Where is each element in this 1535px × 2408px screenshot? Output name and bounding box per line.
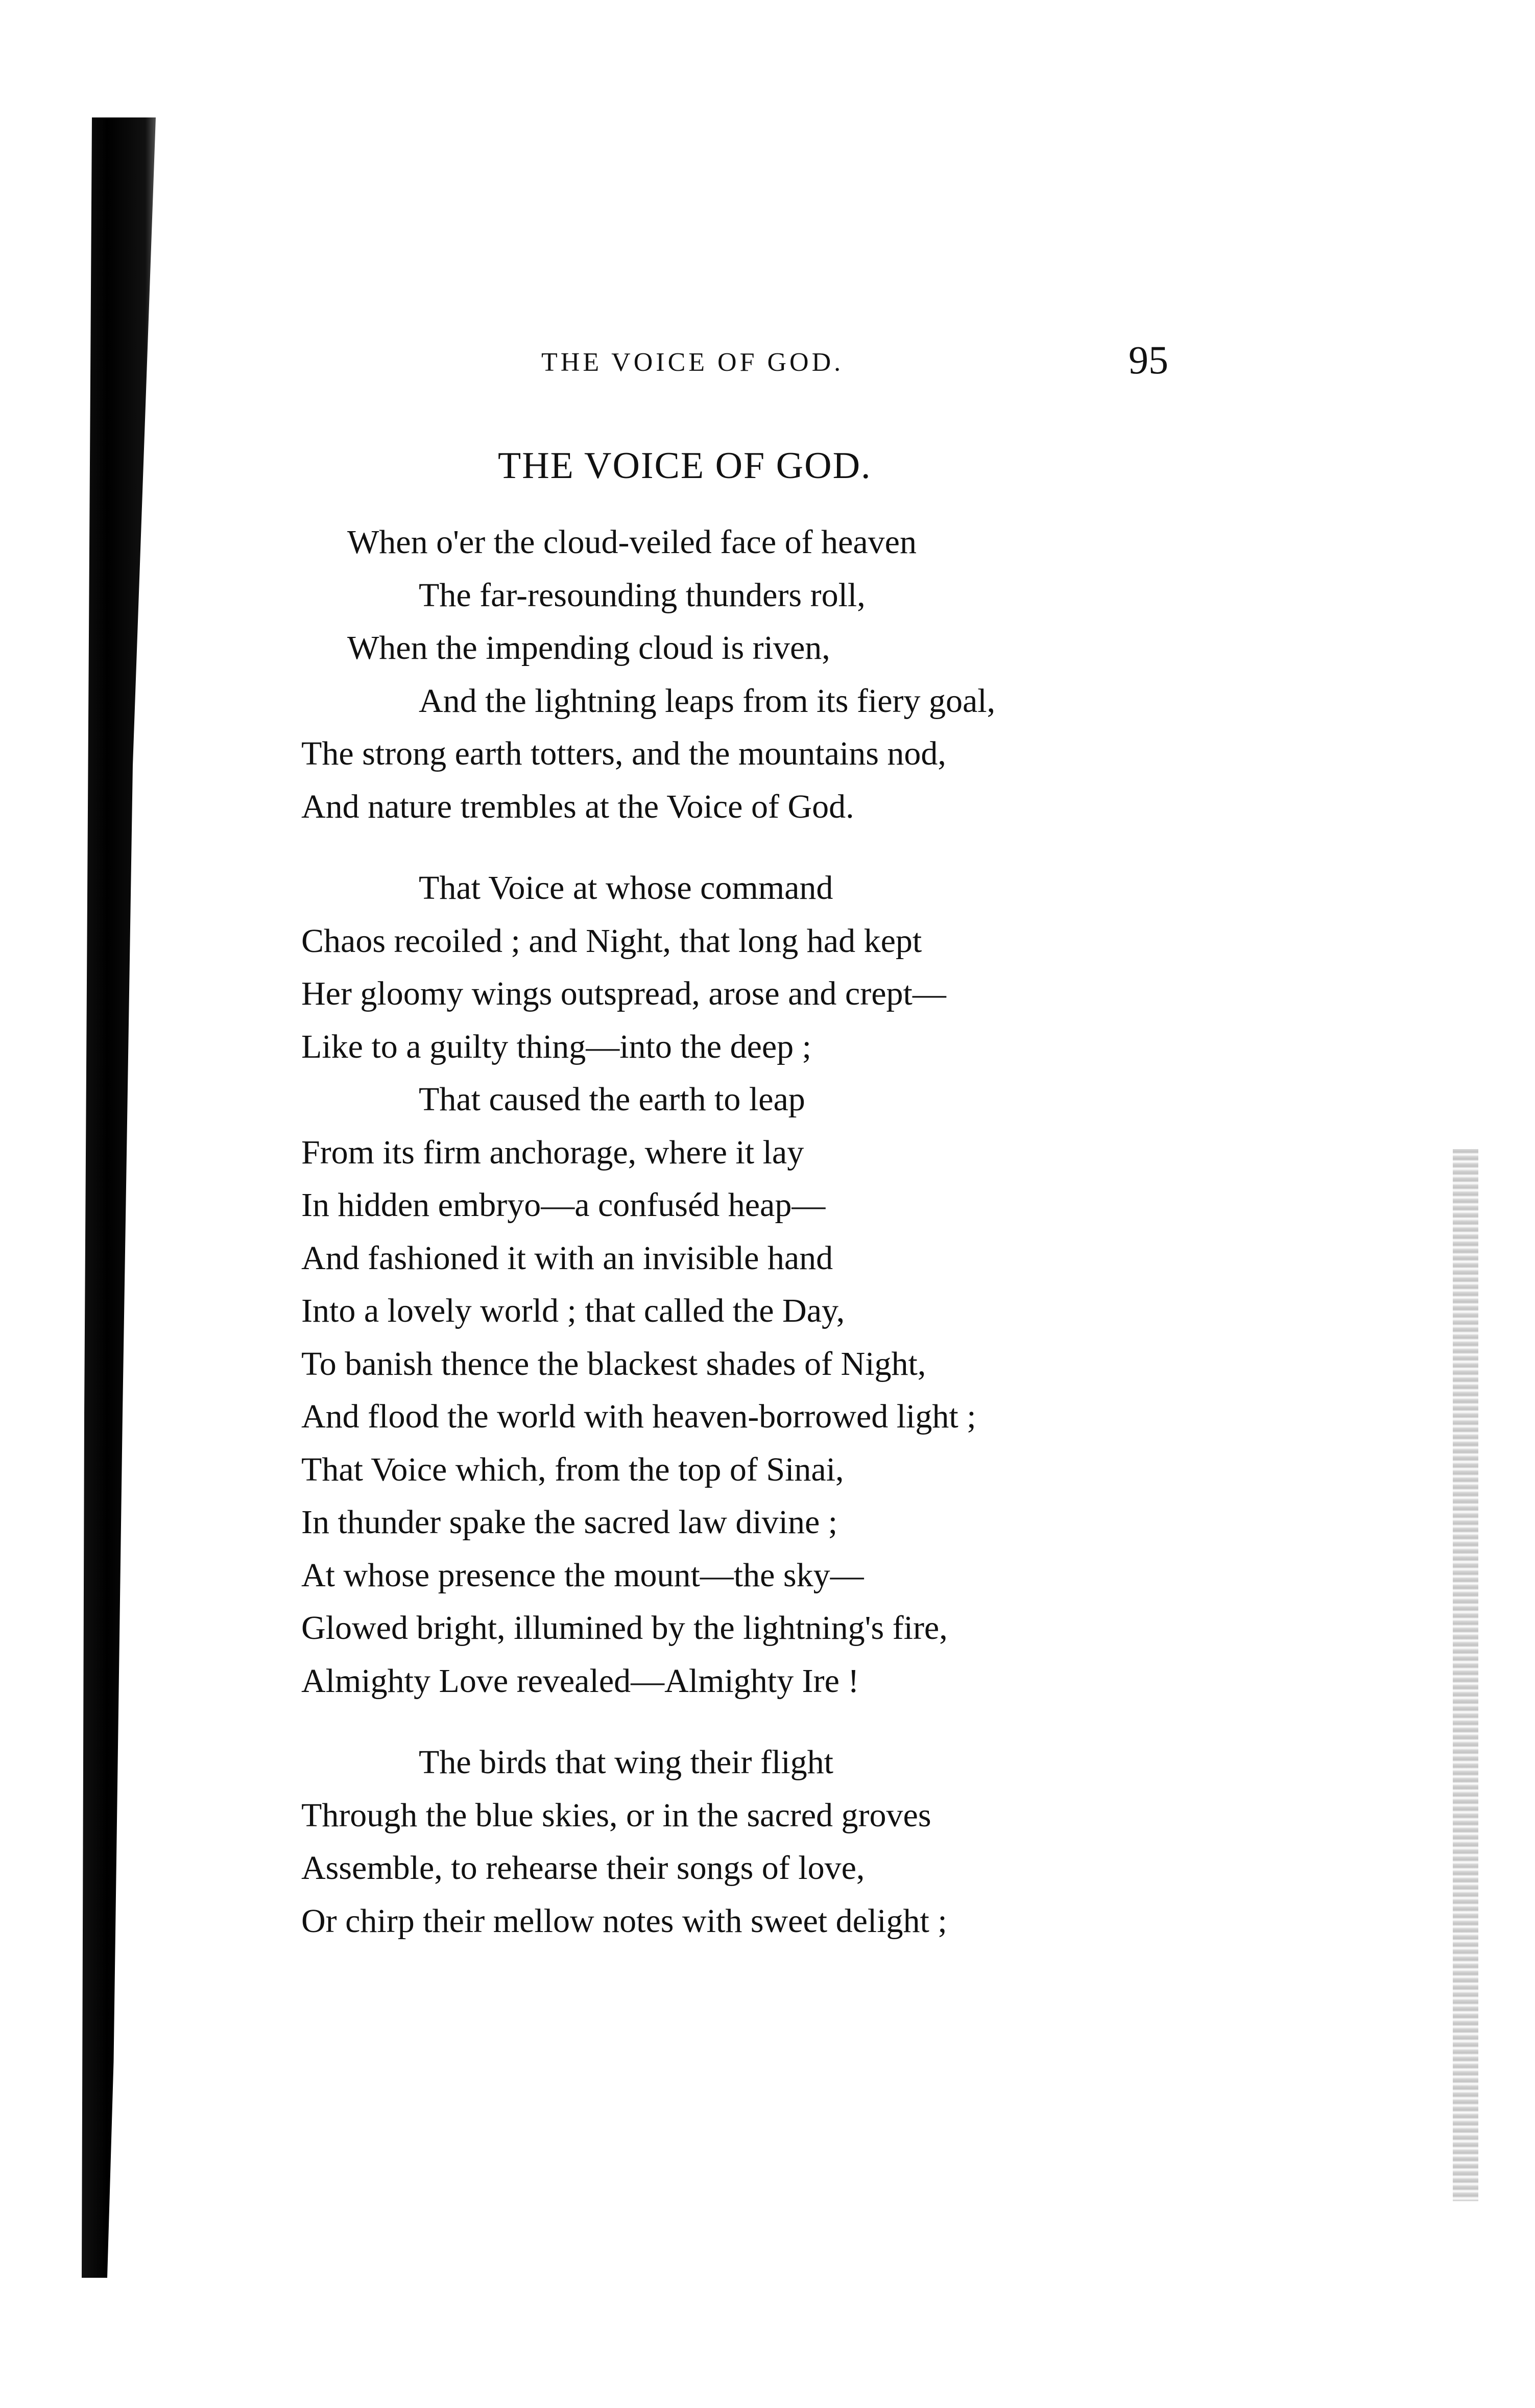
poem-line: The strong earth totters, and the mountains nod, <box>301 735 946 772</box>
poem-line: And flood the world with heaven-borrowed light ; <box>301 1398 976 1435</box>
poem-body <box>301 516 1399 1976</box>
poem-line: Or chirp their mellow notes with sweet delight ; <box>301 1902 947 1940</box>
poem-title: THE VOICE OF GOD. <box>498 445 872 487</box>
poem-line: In thunder spake the sacred law divine ; <box>301 1504 838 1541</box>
stanza <box>301 1736 1399 1947</box>
poem-line: Like to a guilty thing—into the deep ; <box>301 1028 811 1065</box>
poem-line: And nature trembles at the Voice of God. <box>301 788 854 825</box>
poem-line: The far-resounding thunders roll, <box>419 576 866 614</box>
poem-line: From its firm anchorage, where it lay <box>301 1133 804 1171</box>
poem-line: Her gloomy wings outspread, arose and crept— <box>301 975 946 1012</box>
poem-line: That caused the earth to leap <box>419 1081 805 1118</box>
scan-edge-noise <box>1453 1149 1478 2201</box>
poem-line: At whose presence the mount—the sky— <box>301 1556 864 1594</box>
poem-line: Chaos recoiled ; and Night, that long had kept <box>301 922 922 960</box>
poem-line: When the impending cloud is riven, <box>347 629 830 666</box>
running-head: THE VOICE OF GOD. <box>541 348 844 377</box>
poem-line: Glowed bright, illumined by the lightning's fire, <box>301 1609 948 1647</box>
stanza <box>301 862 1399 1707</box>
poem-line: Into a lovely world ; that called the Day, <box>301 1292 845 1329</box>
poem-line: Assemble, to rehearse their songs of love, <box>301 1849 865 1887</box>
stanza <box>301 516 1399 833</box>
poem-line: Through the blue skies, or in the sacred groves <box>301 1796 931 1834</box>
poem-line: To banish thence the blackest shades of Night, <box>301 1345 926 1382</box>
poem-line: That Voice at whose command <box>419 869 833 907</box>
poem-line: And fashioned it with an invisible hand <box>301 1239 833 1277</box>
poem-line: That Voice which, from the top of Sinai, <box>301 1450 844 1488</box>
page-number: 95 <box>1129 338 1168 382</box>
poem-line: Almighty Love revealed—Almighty Ire ! <box>301 1662 859 1700</box>
poem-line: In hidden embryo—a confuséd heap— <box>301 1186 826 1224</box>
poem-line: And the lightning leaps from its fiery goal, <box>419 682 996 720</box>
poem-line: The birds that wing their flight <box>419 1744 834 1781</box>
poem-line: When o'er the cloud-veiled face of heaven <box>347 523 917 561</box>
book-binding-edge <box>56 117 184 2278</box>
